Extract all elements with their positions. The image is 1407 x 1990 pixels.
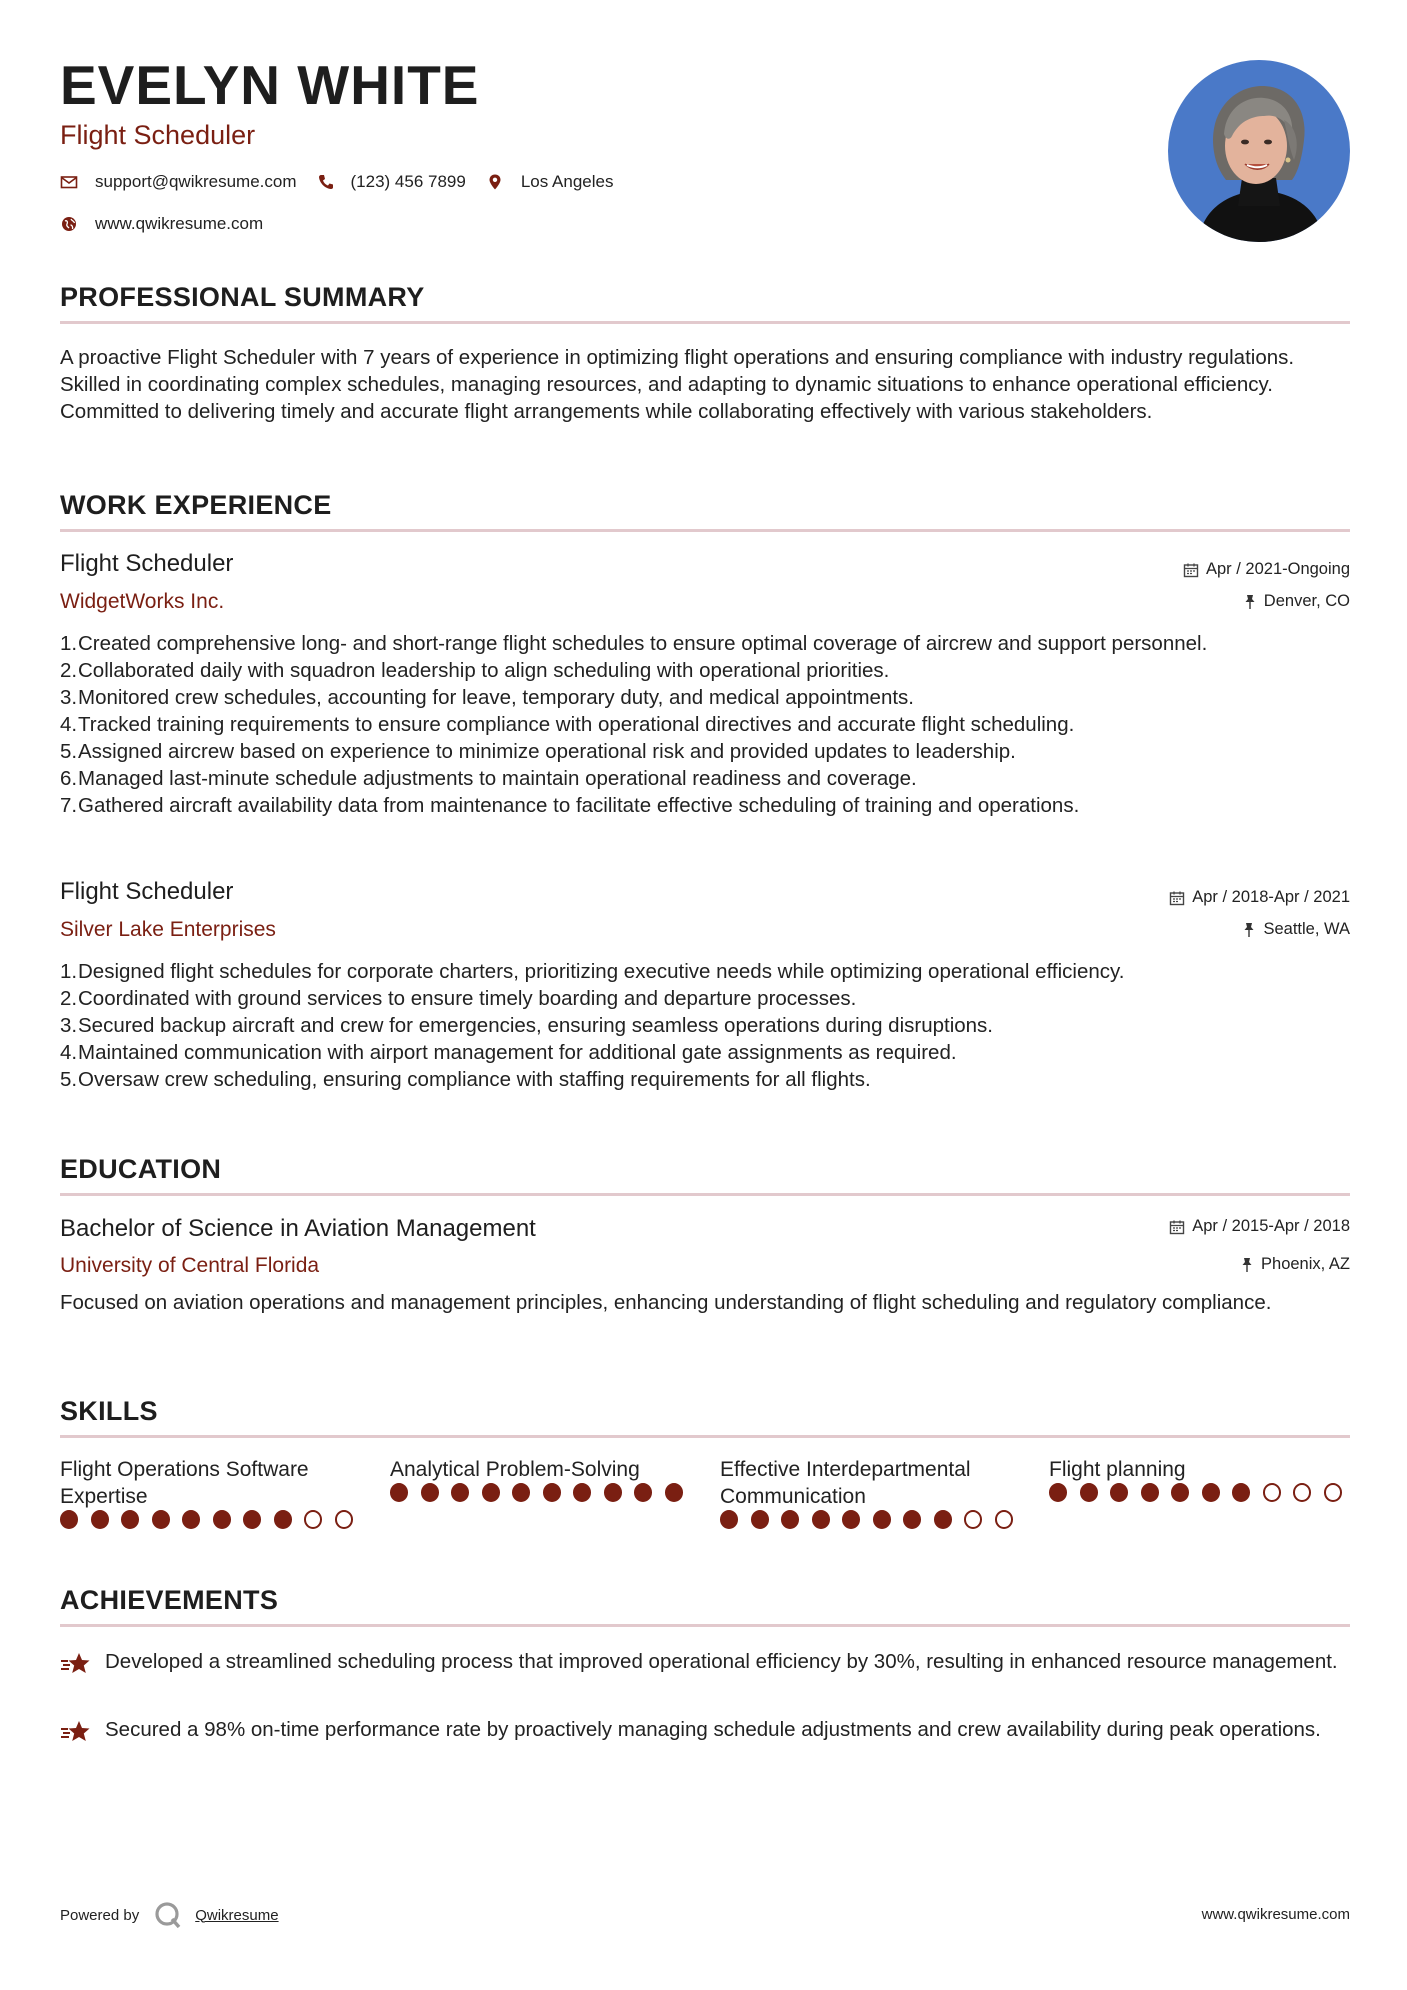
education-dates: [1169, 1217, 1350, 1236]
skill-item: [720, 1456, 1025, 1529]
job-bullets: [60, 958, 1350, 1093]
contact-row: [60, 172, 633, 192]
skills-heading: SKILLS: [60, 1396, 158, 1426]
pushpin-icon: [1240, 1257, 1254, 1273]
job-dates-text: Apr / 2018-Apr / 2021: [1192, 888, 1350, 906]
rating-dot-filled: [1049, 1483, 1067, 1502]
job-dates: [1169, 888, 1350, 907]
job-bullets: [60, 630, 1350, 819]
calendar-icon: [1169, 1219, 1185, 1235]
rating-dot-filled: [903, 1510, 921, 1529]
education-location-text: Phoenix, AZ: [1261, 1255, 1350, 1273]
summary-text: A proactive Flight Scheduler with 7 years of experience in optimizing flight operations and ensuring compliance with industry regulations. Skilled in coordinating complex schedules, managing resources, and adapting to dynamic situations to enhance operational efficiency. Committed to delivering timely and accurate flight arrangements while collaborating effectively with various stakeholders.: [60, 346, 1295, 423]
achievement-item: [60, 1716, 1350, 1752]
achievement-text: Secured a 98% on-time performance rate by proactively managing schedule adjustments and crew availability during peak operations.: [105, 1718, 1321, 1741]
rating-dot-filled: [543, 1483, 561, 1502]
job-location: [1243, 592, 1350, 611]
star-award-icon: [60, 1716, 105, 1752]
skill-item: [1049, 1456, 1354, 1502]
job-location-text: Denver, CO: [1263, 592, 1350, 610]
skill-item: [60, 1456, 365, 1529]
job-company: WidgetWorks Inc.: [60, 590, 225, 613]
achievement-item: [60, 1648, 1350, 1684]
education-heading: EDUCATION: [60, 1154, 222, 1184]
rating-dot-filled: [720, 1510, 738, 1529]
skill-rating: [390, 1483, 695, 1502]
list-item: 4. Maintained communication with airport management for additional gate assignments as required.: [60, 1041, 957, 1064]
achievements-divider: [60, 1624, 1350, 1627]
rating-dot-filled: [1232, 1483, 1250, 1502]
rating-dot-filled: [1171, 1483, 1189, 1502]
pushpin-icon: [1243, 594, 1257, 610]
job-dates: [1183, 560, 1350, 579]
list-item: 7. Gathered aircraft availability data from maintenance to facilitate effective scheduling of training and operations.: [60, 794, 1080, 817]
rating-dot-filled: [390, 1483, 408, 1502]
rating-dot-filled: [1141, 1483, 1159, 1502]
qwikresume-logo-icon: [153, 1900, 183, 1930]
list-item: 3. Secured backup aircraft and crew for emergencies, ensuring seamless operations during disruptions.: [60, 1014, 994, 1037]
calendar-icon: [1183, 562, 1199, 578]
rating-dot-empty: [1293, 1483, 1311, 1502]
degree-title: Bachelor of Science in Aviation Management: [60, 1215, 536, 1242]
pushpin-icon: [1242, 922, 1256, 938]
achievement-text: Developed a streamlined scheduling process that improved operational efficiency by 30%, resulting in enhanced resource management.: [105, 1650, 1338, 1673]
education-description: Focused on aviation operations and management principles, enhancing understanding of flight scheduling and regulatory compliance.: [60, 1291, 1272, 1314]
rating-dot-filled: [451, 1483, 469, 1502]
rating-dot-filled: [812, 1510, 830, 1529]
star-award-icon: [60, 1648, 105, 1684]
job-company: Silver Lake Enterprises: [60, 918, 276, 941]
rating-dot-filled: [182, 1510, 200, 1529]
rating-dot-filled: [1080, 1483, 1098, 1502]
rating-dot-filled: [421, 1483, 439, 1502]
rating-dot-filled: [274, 1510, 292, 1529]
candidate-title: Flight Scheduler: [60, 120, 256, 150]
website-link[interactable]: www.qwikresume.com: [95, 214, 264, 233]
rating-dot-empty: [335, 1510, 353, 1529]
skill-rating: [720, 1510, 1025, 1529]
qwikresume-link[interactable]: Qwikresume: [195, 1906, 279, 1924]
phone-icon: [317, 173, 335, 191]
location-text: Los Angeles: [520, 172, 614, 191]
rating-dot-filled: [842, 1510, 860, 1529]
skill-rating: [60, 1510, 365, 1529]
rating-dot-empty: [995, 1510, 1013, 1529]
achievements-heading: ACHIEVEMENTS: [60, 1585, 279, 1615]
education-location: [1240, 1255, 1350, 1274]
job-title: Flight Scheduler: [60, 550, 234, 577]
rating-dot-filled: [91, 1510, 109, 1529]
skill-name: Effective Interdepartmental Communication: [720, 1458, 971, 1508]
candidate-name: EVELYN WHITE: [60, 54, 480, 116]
list-item: 4. Tracked training requirements to ensure compliance with operational directives and accurate flight scheduling.: [60, 713, 1075, 736]
rating-dot-empty: [1263, 1483, 1281, 1502]
envelope-icon: [60, 173, 78, 191]
list-item: 2. Coordinated with ground services to ensure timely boarding and departure processes.: [60, 987, 857, 1010]
rating-dot-filled: [751, 1510, 769, 1529]
list-item: 2. Collaborated daily with squadron leadership to align scheduling with operational priorities.: [60, 659, 890, 682]
rating-dot-filled: [243, 1510, 261, 1529]
calendar-icon: [1169, 890, 1185, 906]
list-item: 1. Created comprehensive long- and short-range flight schedules to ensure optimal coverage of aircrew and support personnel.: [60, 632, 1208, 655]
footer-site-link[interactable]: www.qwikresume.com: [1201, 1906, 1350, 1923]
skill-name: Flight planning: [1049, 1458, 1186, 1481]
summary-heading: PROFESSIONAL SUMMARY: [60, 282, 425, 312]
list-item: 1. Designed flight schedules for corporate charters, prioritizing executive needs while optimizing operational efficiency.: [60, 960, 1125, 983]
skill-name: Analytical Problem-Solving: [390, 1458, 640, 1481]
school-name: University of Central Florida: [60, 1254, 320, 1277]
rating-dot-filled: [512, 1483, 530, 1502]
list-item: 5. Assigned aircrew based on experience to minimize operational risk and provided updates to leadership.: [60, 740, 1016, 763]
powered-by-label: Powered by: [60, 1906, 140, 1924]
skill-item: [390, 1456, 695, 1502]
rating-dot-filled: [213, 1510, 231, 1529]
job-title: Flight Scheduler: [60, 878, 234, 905]
skills-divider: [60, 1435, 1350, 1438]
job-dates-text: Apr / 2021-Ongoing: [1205, 560, 1350, 578]
rating-dot-filled: [604, 1483, 622, 1502]
rating-dot-filled: [634, 1483, 652, 1502]
list-item: 6. Managed last-minute schedule adjustments to maintain operational readiness and coverage.: [60, 767, 917, 790]
rating-dot-empty: [964, 1510, 982, 1529]
education-dates-text: Apr / 2015-Apr / 2018: [1192, 1217, 1350, 1235]
rating-dot-filled: [781, 1510, 799, 1529]
list-item: 3. Monitored crew schedules, accounting for leave, temporary duty, and medical appointments.: [60, 686, 915, 709]
map-pin-icon: [486, 173, 504, 191]
education-divider: [60, 1193, 1350, 1196]
rating-dot-filled: [60, 1510, 78, 1529]
rating-dot-filled: [573, 1483, 591, 1502]
globe-icon: [60, 215, 78, 233]
job-location-text: Seattle, WA: [1263, 920, 1350, 938]
email-link[interactable]: support@qwikresume.com: [95, 172, 297, 191]
job-location: [1242, 920, 1350, 939]
website-row: [60, 214, 283, 234]
rating-dot-empty: [1324, 1483, 1342, 1502]
list-item: 5. Oversaw crew scheduling, ensuring compliance with staffing requirements for all flights.: [60, 1068, 871, 1091]
rating-dot-empty: [304, 1510, 322, 1529]
rating-dot-filled: [934, 1510, 952, 1529]
rating-dot-filled: [1110, 1483, 1128, 1502]
phone-number[interactable]: (123) 456 7899: [350, 172, 466, 191]
experience-divider: [60, 529, 1350, 532]
footer-branding: [60, 1900, 279, 1930]
skill-rating: [1049, 1483, 1354, 1502]
experience-heading: WORK EXPERIENCE: [60, 490, 332, 520]
rating-dot-filled: [873, 1510, 891, 1529]
rating-dot-filled: [121, 1510, 139, 1529]
rating-dot-filled: [152, 1510, 170, 1529]
skill-name: Flight Operations Software Expertise: [60, 1458, 309, 1508]
rating-dot-filled: [665, 1483, 683, 1502]
rating-dot-filled: [482, 1483, 500, 1502]
rating-dot-filled: [1202, 1483, 1220, 1502]
summary-divider: [60, 321, 1350, 324]
profile-photo-illustration: [1168, 60, 1350, 242]
profile-photo: [1168, 60, 1350, 242]
